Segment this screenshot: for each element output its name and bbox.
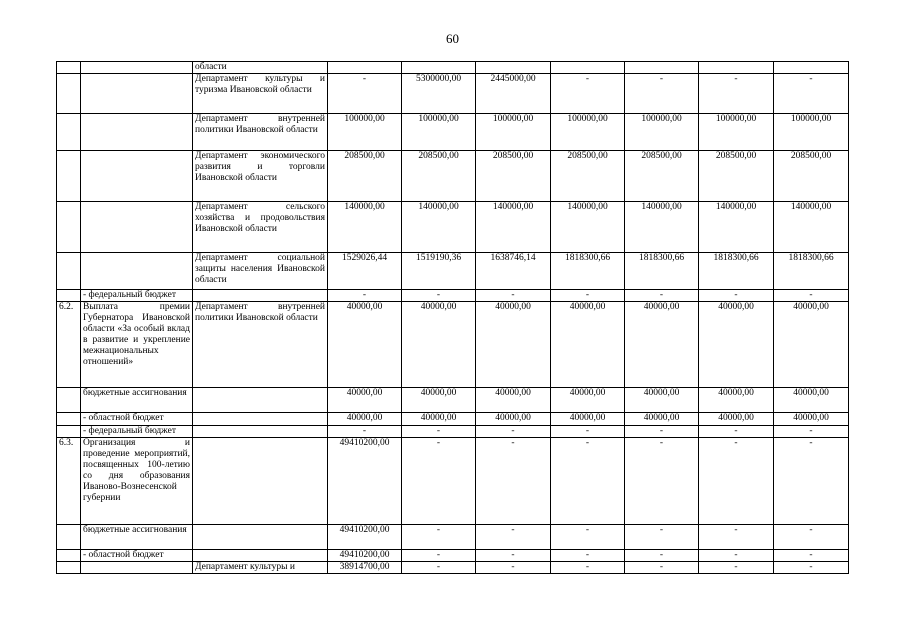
amount-cell: 1818300,66 xyxy=(774,253,849,290)
executor-cell xyxy=(193,438,328,525)
amount-cell: 40000,00 xyxy=(625,302,699,388)
amount-cell: - xyxy=(328,74,402,114)
amount-cell: - xyxy=(551,550,625,562)
table-row xyxy=(57,525,849,550)
executor-cell: Департамент сельского хозяйства и продовольствия Ивановской области xyxy=(193,202,328,253)
amount-cell: - xyxy=(551,562,625,574)
row-number-cell xyxy=(57,114,81,151)
executor-cell xyxy=(193,426,328,438)
executor-cell: Департамент культуры и туризма Ивановской области xyxy=(193,74,328,114)
amount-cell: 49410200,00 xyxy=(328,438,402,525)
table-row xyxy=(57,290,849,302)
measure-name-cell: - федеральный бюджет xyxy=(81,426,193,438)
executor-cell xyxy=(193,525,328,550)
amount-cell: - xyxy=(551,525,625,550)
measure-name-cell xyxy=(81,114,193,151)
measure-name-cell: Организация и проведение мероприятий, посвященных 100-летию со дня образования Иваново-Вознесенской губернии xyxy=(81,438,193,525)
executor-cell: Департамент внутренней политики Ивановской области xyxy=(193,302,328,388)
amount-cell: - xyxy=(774,550,849,562)
executor-cell xyxy=(193,388,328,413)
amount-cell: 40000,00 xyxy=(774,302,849,388)
row-number-cell xyxy=(57,426,81,438)
executor-cell: области xyxy=(193,62,328,74)
amount-cell: 1818300,66 xyxy=(551,253,625,290)
table-row xyxy=(57,151,849,202)
amount-cell: 1818300,66 xyxy=(699,253,774,290)
amount-cell: 40000,00 xyxy=(476,388,551,413)
measure-name-cell xyxy=(81,74,193,114)
amount-cell: - xyxy=(699,290,774,302)
row-number-cell: 6.2. xyxy=(57,302,81,388)
amount-cell: - xyxy=(476,438,551,525)
amount-cell: - xyxy=(625,290,699,302)
row-number-cell xyxy=(57,202,81,253)
amount-cell: 40000,00 xyxy=(699,413,774,426)
amount-cell: 100000,00 xyxy=(625,114,699,151)
amount-cell xyxy=(476,62,551,74)
amount-cell: - xyxy=(328,426,402,438)
amount-cell: - xyxy=(774,525,849,550)
amount-cell: 40000,00 xyxy=(774,388,849,413)
budget-table xyxy=(56,61,849,574)
row-number-cell xyxy=(57,290,81,302)
amount-cell: - xyxy=(625,74,699,114)
amount-cell: - xyxy=(402,426,476,438)
amount-cell: - xyxy=(402,550,476,562)
executor-cell xyxy=(193,413,328,426)
table-row xyxy=(57,74,849,114)
amount-cell: 38914700,00 xyxy=(328,562,402,574)
amount-cell: 2445000,00 xyxy=(476,74,551,114)
amount-cell: - xyxy=(402,562,476,574)
executor-cell xyxy=(193,290,328,302)
row-number-cell xyxy=(57,62,81,74)
amount-cell: 100000,00 xyxy=(476,114,551,151)
amount-cell: 40000,00 xyxy=(402,388,476,413)
amount-cell: 208500,00 xyxy=(625,151,699,202)
table-row xyxy=(57,413,849,426)
amount-cell: 208500,00 xyxy=(551,151,625,202)
measure-name-cell xyxy=(81,62,193,74)
amount-cell: - xyxy=(699,562,774,574)
amount-cell: 49410200,00 xyxy=(328,550,402,562)
measure-name-cell xyxy=(81,202,193,253)
amount-cell: 140000,00 xyxy=(551,202,625,253)
amount-cell: 100000,00 xyxy=(774,114,849,151)
table-row xyxy=(57,62,849,74)
amount-cell: - xyxy=(625,562,699,574)
amount-cell: - xyxy=(551,290,625,302)
measure-name-cell: - областной бюджет xyxy=(81,413,193,426)
table-row xyxy=(57,562,849,574)
amount-cell: - xyxy=(402,525,476,550)
row-number-cell xyxy=(57,413,81,426)
executor-cell xyxy=(193,550,328,562)
table-row xyxy=(57,388,849,413)
amount-cell: - xyxy=(774,426,849,438)
amount-cell: - xyxy=(402,438,476,525)
measure-name-cell xyxy=(81,562,193,574)
amount-cell: 208500,00 xyxy=(328,151,402,202)
amount-cell: 40000,00 xyxy=(625,388,699,413)
amount-cell xyxy=(328,62,402,74)
amount-cell: 1529026,44 xyxy=(328,253,402,290)
amount-cell: - xyxy=(625,426,699,438)
amount-cell: - xyxy=(774,562,849,574)
measure-name-cell: - областной бюджет xyxy=(81,550,193,562)
amount-cell: 40000,00 xyxy=(551,413,625,426)
amount-cell: 1519190,36 xyxy=(402,253,476,290)
amount-cell: 100000,00 xyxy=(328,114,402,151)
amount-cell: - xyxy=(551,438,625,525)
row-number-cell xyxy=(57,253,81,290)
amount-cell: 40000,00 xyxy=(699,302,774,388)
amount-cell: 140000,00 xyxy=(328,202,402,253)
amount-cell: 40000,00 xyxy=(625,413,699,426)
executor-cell: Департамент внутренней политики Ивановской области xyxy=(193,114,328,151)
amount-cell: 208500,00 xyxy=(699,151,774,202)
amount-cell: 1818300,66 xyxy=(625,253,699,290)
amount-cell: 1638746,14 xyxy=(476,253,551,290)
amount-cell: 40000,00 xyxy=(774,413,849,426)
amount-cell: 40000,00 xyxy=(476,413,551,426)
amount-cell xyxy=(551,62,625,74)
measure-name-cell: бюджетные ассигнования xyxy=(81,525,193,550)
amount-cell: 40000,00 xyxy=(551,388,625,413)
amount-cell: - xyxy=(699,550,774,562)
budget-table-body xyxy=(57,62,849,574)
amount-cell: 140000,00 xyxy=(774,202,849,253)
amount-cell: 208500,00 xyxy=(774,151,849,202)
page-number: 60 xyxy=(446,31,459,46)
amount-cell: - xyxy=(699,426,774,438)
amount-cell: 40000,00 xyxy=(328,302,402,388)
amount-cell: 140000,00 xyxy=(476,202,551,253)
amount-cell: - xyxy=(774,438,849,525)
row-number-cell xyxy=(57,151,81,202)
amount-cell: - xyxy=(699,438,774,525)
table-row xyxy=(57,302,849,388)
amount-cell xyxy=(699,62,774,74)
amount-cell: 49410200,00 xyxy=(328,525,402,550)
amount-cell: 40000,00 xyxy=(328,413,402,426)
amount-cell: 140000,00 xyxy=(402,202,476,253)
amount-cell: 5300000,00 xyxy=(402,74,476,114)
row-number-cell xyxy=(57,525,81,550)
table-row xyxy=(57,202,849,253)
amount-cell: 100000,00 xyxy=(699,114,774,151)
amount-cell: 40000,00 xyxy=(699,388,774,413)
amount-cell: 208500,00 xyxy=(476,151,551,202)
amount-cell xyxy=(625,62,699,74)
amount-cell: 100000,00 xyxy=(402,114,476,151)
amount-cell: - xyxy=(551,74,625,114)
amount-cell: - xyxy=(774,74,849,114)
amount-cell: - xyxy=(699,525,774,550)
amount-cell: - xyxy=(551,426,625,438)
table-row xyxy=(57,438,849,525)
amount-cell: - xyxy=(402,290,476,302)
row-number-cell: 6.3. xyxy=(57,438,81,525)
amount-cell: 100000,00 xyxy=(551,114,625,151)
amount-cell: 40000,00 xyxy=(551,302,625,388)
amount-cell xyxy=(402,62,476,74)
amount-cell: - xyxy=(774,290,849,302)
row-number-cell xyxy=(57,388,81,413)
amount-cell: 140000,00 xyxy=(699,202,774,253)
amount-cell: - xyxy=(328,290,402,302)
table-row xyxy=(57,550,849,562)
table-row xyxy=(57,114,849,151)
amount-cell: 40000,00 xyxy=(402,302,476,388)
amount-cell: - xyxy=(625,438,699,525)
amount-cell: - xyxy=(625,525,699,550)
amount-cell: - xyxy=(625,550,699,562)
row-number-cell xyxy=(57,74,81,114)
amount-cell: - xyxy=(476,525,551,550)
measure-name-cell: бюджетные ассигнования xyxy=(81,388,193,413)
amount-cell xyxy=(774,62,849,74)
table-row xyxy=(57,253,849,290)
amount-cell: 140000,00 xyxy=(625,202,699,253)
amount-cell: - xyxy=(476,290,551,302)
amount-cell: 40000,00 xyxy=(402,413,476,426)
amount-cell: 40000,00 xyxy=(476,302,551,388)
measure-name-cell: - федеральный бюджет xyxy=(81,290,193,302)
table-row xyxy=(57,426,849,438)
executor-cell: Департамент экономического развития и торговли Ивановской области xyxy=(193,151,328,202)
measure-name-cell xyxy=(81,253,193,290)
amount-cell: - xyxy=(476,562,551,574)
measure-name-cell xyxy=(81,151,193,202)
amount-cell: - xyxy=(699,74,774,114)
executor-cell: Департамент социальной защиты населения Ивановской области xyxy=(193,253,328,290)
measure-name-cell: Выплата премии Губернатора Ивановской области «За особый вклад в развитие и укрепление межнациональных отношений» xyxy=(81,302,193,388)
amount-cell: - xyxy=(476,550,551,562)
row-number-cell xyxy=(57,550,81,562)
amount-cell: - xyxy=(476,426,551,438)
amount-cell: 208500,00 xyxy=(402,151,476,202)
executor-cell: Департамент культуры и xyxy=(193,562,328,574)
row-number-cell xyxy=(57,562,81,574)
amount-cell: 40000,00 xyxy=(328,388,402,413)
